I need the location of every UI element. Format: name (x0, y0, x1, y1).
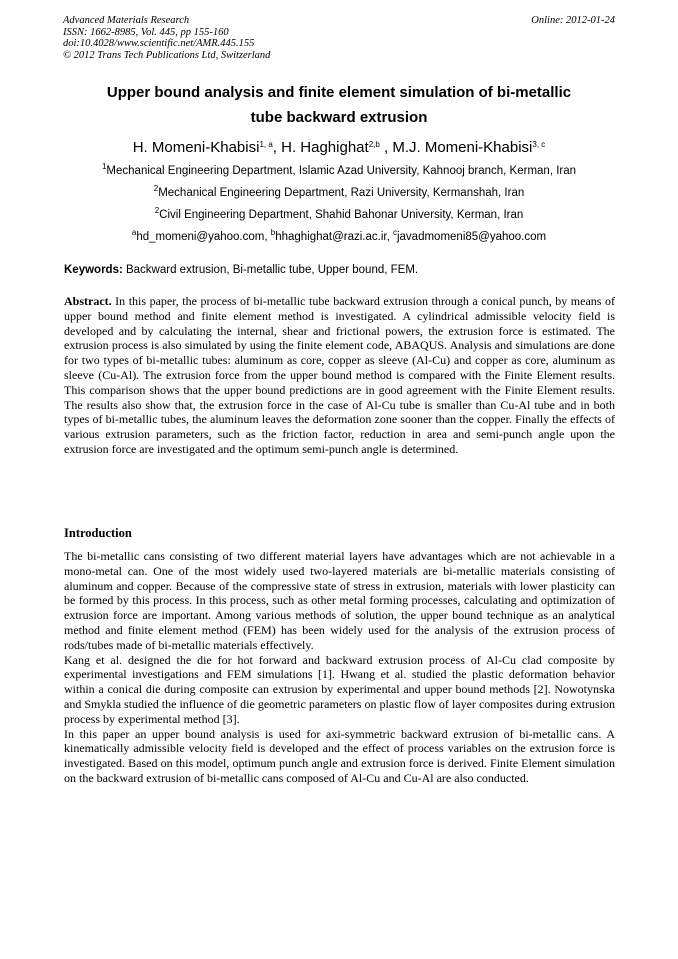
journal-issn: ISSN: 1662-8985, Vol. 445, pp 155-160 (63, 26, 229, 38)
journal-name: Advanced Materials Research (63, 15, 190, 26)
author-separator: , (379, 139, 393, 156)
author-name: M.J. Momeni-Khabisi (392, 139, 533, 156)
affiliation-text: Civil Engineering Department, Shahid Bahonar University, Kerman, Iran (159, 209, 524, 221)
author-name: H. Haghighat (281, 139, 369, 156)
title-line-1: Upper bound analysis and finite element simulation of bi-metallic (106, 84, 572, 101)
affiliation-marker: 2 (154, 206, 160, 215)
journal-header (63, 15, 615, 61)
affiliation-text: Mechanical Engineering Department, Islamic Azad University, Kahnooj branch, Kerman, Iran (106, 165, 577, 177)
affiliation-text: Mechanical Engineering Department, Razi University, Kermanshah, Iran (158, 187, 525, 199)
paragraph: In this paper an upper bound analysis is used for axi-symmetric backward extrusion of bi-metallic cans. A kinematically admissible velocity field is developed and the effect of process variables on the extrusion force is investigated. Based on this model, optimum punch angle and extrusion force is derived. Finite Element simulation on the backward extrusion of bi-metallic cans composed of Al-Cu and Cu-Al are also conducted. (64, 726, 615, 785)
abstract (64, 294, 615, 457)
paragraph: The bi-metallic cans consisting of two different material layers have advantages which are not achievable in a mono-metal can. One of the most widely used two-layered materials are bi-metallic materials consisting of aluminum and copper. Because of the compressive state of stress in extrusion, materials with lower plasticity can be formed by this process. In this process, such as other metal forming processes, calculating and optimization of extrusion force are important. Among various methods of solution, the upper bound technique as an analytical method and finite element method (FEM) has been widely used for the analysis of the extrusion process of rods/tubes made of bi-metallic materials effectively. (64, 549, 615, 652)
affiliation (60, 208, 618, 223)
affiliation (60, 164, 618, 179)
keywords (64, 263, 616, 278)
email-link[interactable]: hhaghighat@razi.ac.ir, (275, 231, 393, 243)
introduction-body (64, 549, 615, 786)
author-affil-marker: 3, c (532, 140, 546, 149)
section-heading-introduction: Introduction (64, 526, 132, 540)
email-link[interactable]: javadmomeni85@yahoo.com (396, 231, 547, 243)
email-marker: c (392, 228, 397, 237)
author-list (60, 138, 618, 158)
online-date: Online: 2012-01-24 (531, 15, 615, 26)
email-marker: b (270, 228, 276, 237)
abstract-label: Abstract. (64, 294, 112, 308)
affiliation (60, 186, 618, 201)
keywords-text: Backward extrusion, Bi-metallic tube, Upper bound, FEM. (122, 264, 419, 276)
author-affil-marker: 1, a (259, 140, 273, 149)
author-affil-marker: 2,b (368, 140, 380, 149)
author-emails (60, 230, 618, 245)
journal-copyright: © 2012 Trans Tech Publications Ltd, Switzerland (63, 49, 271, 61)
keywords-label: Keywords: (64, 264, 123, 276)
email-link[interactable]: hd_momeni@yahoo.com, (136, 231, 271, 243)
author-separator: , (272, 139, 282, 156)
affiliation-marker: 2 (153, 184, 159, 193)
paragraph: Kang et al. designed the die for hot forward and backward extrusion process of Al-Cu clad composite by experimental investigations and FEM simulations [1]. Hwang et al. studied the plastic deformation behavior within a conical die during composite can extrusion by experimental and upper bound methods [2]. Nowotynska and Smykla studied the influence of die geometric parameters on plastic flow of layer composites during extrusion process by experimental method [3]. (64, 652, 615, 726)
abstract-text: In this paper, the process of bi-metallic tube backward extrusion through a conical punch, by means of upper bound method and finite element method is investigated. A cylindrical admissible velocity field is developed and by calculating the internal, shear and frictional powers, the extrusion force is estimated. The extrusion process is also simulated by using the finite element code, ABAQUS. Analysis and simulations are done for two types of bi-metallic tubes: aluminum as core, copper as sleeve (Al-Cu) and copper as core, aluminum as sleeve (Cu-Al). The extrusion force from the upper bound method is compared with the Finite Element results. This comparison shows that the upper bound predictions are in good agreement with the Finite Element results. The results also show that, the extrusion force in the case of Al-Cu tube is smaller than Cu-Al tube and in both types of bi-metallic tubes, the aluminum leaves the deformation zone sooner than the copper. Finally the effects of various extrusion parameters, such as the friction factor, reduction in area and semi-punch angle upon the extrusion force are investigated and the optimum semi-punch angle is determined. (64, 294, 615, 456)
author-name: H. Momeni-Khabisi (132, 139, 260, 156)
paper-title (60, 80, 618, 130)
affiliation-marker: 1 (101, 162, 107, 171)
title-line-2: tube backward extrusion (250, 109, 428, 126)
journal-doi: doi:10.4028/www.scientific.net/AMR.445.155 (63, 38, 255, 49)
email-marker: a (131, 228, 137, 237)
